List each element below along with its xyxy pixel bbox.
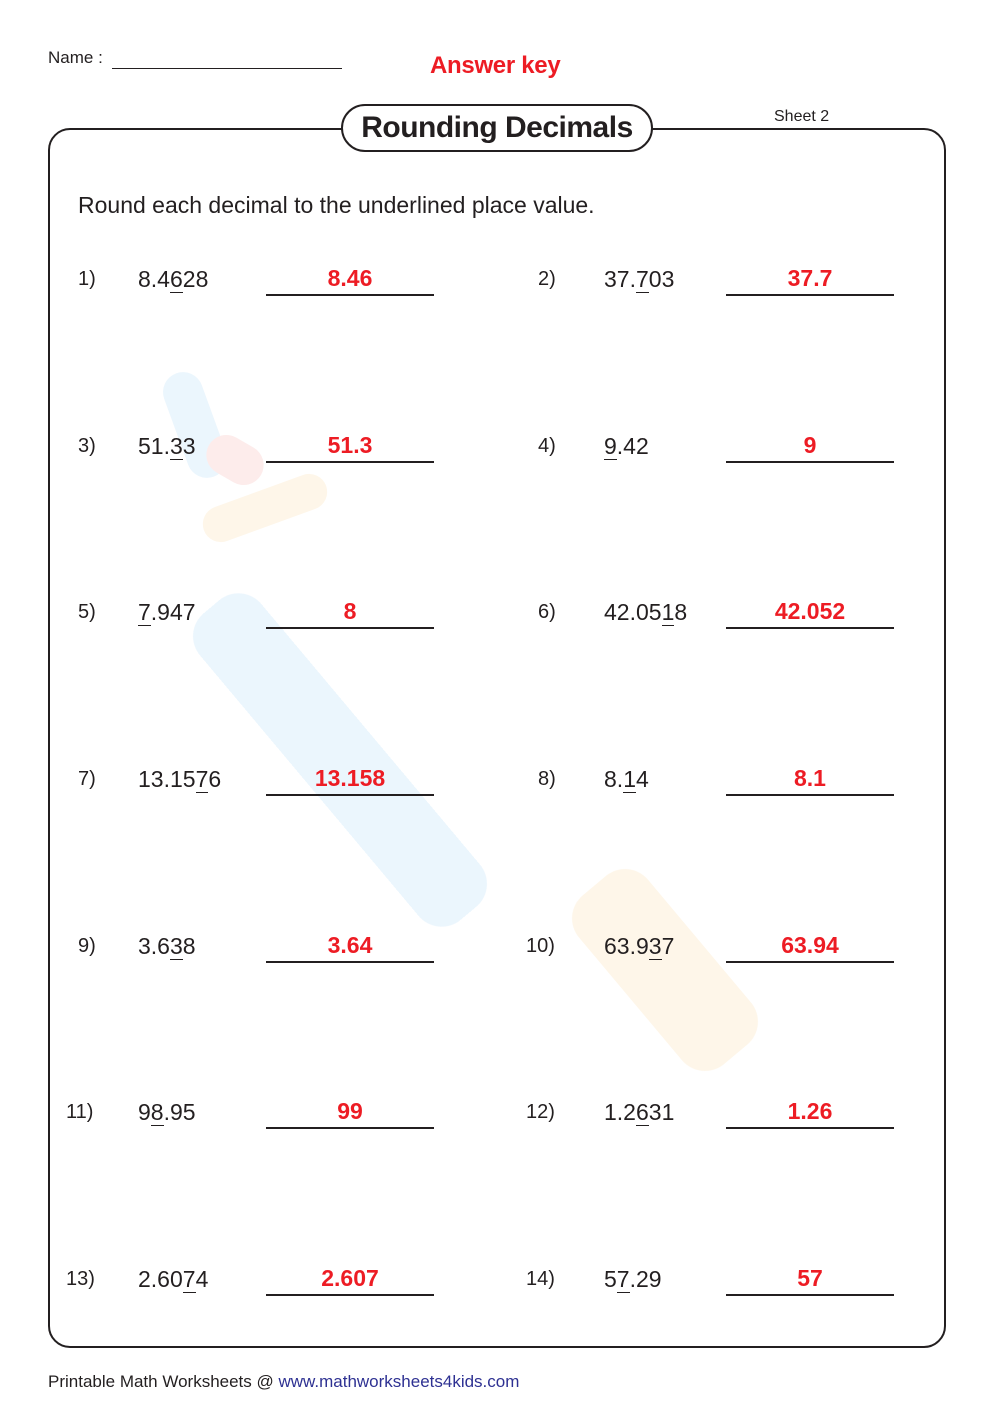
- problem-number: 11): [66, 1101, 94, 1123]
- decimal-prefix: 5: [604, 1266, 617, 1292]
- underlined-digit: 7: [182, 1266, 196, 1292]
- decimal-prefix: 2.60: [138, 1266, 183, 1292]
- decimal-prefix: 42.05: [604, 599, 662, 625]
- problem-number: 2): [538, 268, 556, 290]
- problem-decimal: [138, 766, 221, 793]
- decimal-prefix: 3.6: [138, 933, 170, 959]
- problem-number: 13): [66, 1268, 95, 1290]
- decimal-prefix: 8.: [604, 766, 624, 792]
- problem-number: 8): [538, 768, 556, 790]
- underlined-digit: 9: [604, 433, 617, 459]
- name-field-line[interactable]: [112, 68, 342, 69]
- problem-decimal: [604, 1266, 662, 1293]
- underlined-digit: 1: [623, 766, 636, 792]
- underlined-digit: 7: [138, 599, 151, 625]
- answer-field[interactable]: 37.7: [726, 264, 894, 296]
- underlined-digit: 3: [648, 933, 662, 959]
- decimal-prefix: 1.2: [604, 1099, 636, 1125]
- problem-number: 3): [78, 435, 96, 457]
- decimal-prefix: 13.15: [138, 766, 196, 792]
- problem-number: 6): [538, 601, 556, 623]
- problem-decimal: [604, 933, 674, 960]
- decimal-suffix: 4: [195, 1266, 209, 1292]
- decimal-suffix: .42: [616, 433, 649, 459]
- answer-field[interactable]: 51.3: [266, 431, 434, 463]
- decimal-suffix: 7: [661, 933, 675, 959]
- sheet-number: Sheet 2: [774, 108, 830, 125]
- footer-text: Printable Math Worksheets @: [48, 1372, 279, 1391]
- problem-number: 12): [526, 1101, 555, 1123]
- problem-decimal: [138, 266, 208, 293]
- answer-field[interactable]: 3.64: [266, 931, 434, 963]
- decimal-suffix: 8: [674, 599, 688, 625]
- problem-number: 4): [538, 435, 556, 457]
- answer-field[interactable]: 9: [726, 431, 894, 463]
- underlined-digit: 6: [169, 266, 183, 292]
- underlined-digit: 3: [169, 433, 183, 459]
- problem-decimal: [604, 433, 649, 460]
- decimal-suffix: 31: [648, 1099, 675, 1125]
- problem-decimal: [138, 1266, 208, 1293]
- answer-key-label: Answer key: [430, 52, 561, 79]
- decimal-suffix: .29: [629, 1266, 662, 1292]
- page-title: Rounding Decimals: [341, 104, 653, 152]
- problem-number: 5): [78, 601, 96, 623]
- decimal-suffix: .95: [163, 1099, 196, 1125]
- answer-field[interactable]: 8.1: [726, 764, 894, 796]
- problem-decimal: [604, 599, 687, 626]
- answer-field[interactable]: 2.607: [266, 1264, 434, 1296]
- problem-decimal: [138, 599, 196, 626]
- decimal-suffix: 28: [182, 266, 209, 292]
- problem-decimal: [138, 433, 196, 460]
- problem-decimal: [604, 766, 649, 793]
- problem-decimal: [604, 1099, 674, 1126]
- decimal-suffix: 6: [208, 766, 222, 792]
- decimal-suffix: 03: [648, 266, 675, 292]
- answer-field[interactable]: 57: [726, 1264, 894, 1296]
- underlined-digit: 7: [635, 266, 649, 292]
- answer-field[interactable]: 42.052: [726, 597, 894, 629]
- answer-field[interactable]: 13.158: [266, 764, 434, 796]
- decimal-prefix: 63.9: [604, 933, 649, 959]
- problem-decimal: [138, 1099, 196, 1126]
- problem-number: 14): [526, 1268, 555, 1290]
- name-label: Name :: [48, 48, 103, 67]
- instructions: Round each decimal to the underlined place value.: [78, 192, 595, 218]
- underlined-digit: 7: [195, 766, 209, 792]
- underlined-digit: 1: [661, 599, 675, 625]
- answer-field[interactable]: 1.26: [726, 1097, 894, 1129]
- decimal-prefix: 51.: [138, 433, 170, 459]
- worksheet-frame: [48, 128, 946, 1348]
- answer-field[interactable]: 63.94: [726, 931, 894, 963]
- decimal-suffix: 3: [182, 433, 196, 459]
- answer-field[interactable]: 8.46: [266, 264, 434, 296]
- answer-field[interactable]: 8: [266, 597, 434, 629]
- problem-number: 1): [78, 268, 96, 290]
- footer: [48, 1372, 519, 1392]
- decimal-suffix: 8: [182, 933, 196, 959]
- footer-link[interactable]: www.mathworksheets4kids.com: [278, 1372, 520, 1391]
- decimal-suffix: .947: [150, 599, 196, 625]
- underlined-digit: 8: [150, 1099, 164, 1125]
- underlined-digit: 3: [169, 933, 183, 959]
- problem-decimal: [604, 266, 674, 293]
- answer-field[interactable]: 99: [266, 1097, 434, 1129]
- decimal-prefix: 37.: [604, 266, 636, 292]
- problem-number: 7): [78, 768, 96, 790]
- decimal-suffix: 4: [635, 766, 649, 792]
- decimal-prefix: 9: [138, 1099, 151, 1125]
- underlined-digit: 6: [635, 1099, 649, 1125]
- problem-decimal: [138, 933, 196, 960]
- problem-number: 9): [78, 935, 96, 957]
- problem-number: 10): [526, 935, 555, 957]
- decimal-prefix: 8.4: [138, 266, 170, 292]
- underlined-digit: 7: [616, 1266, 630, 1292]
